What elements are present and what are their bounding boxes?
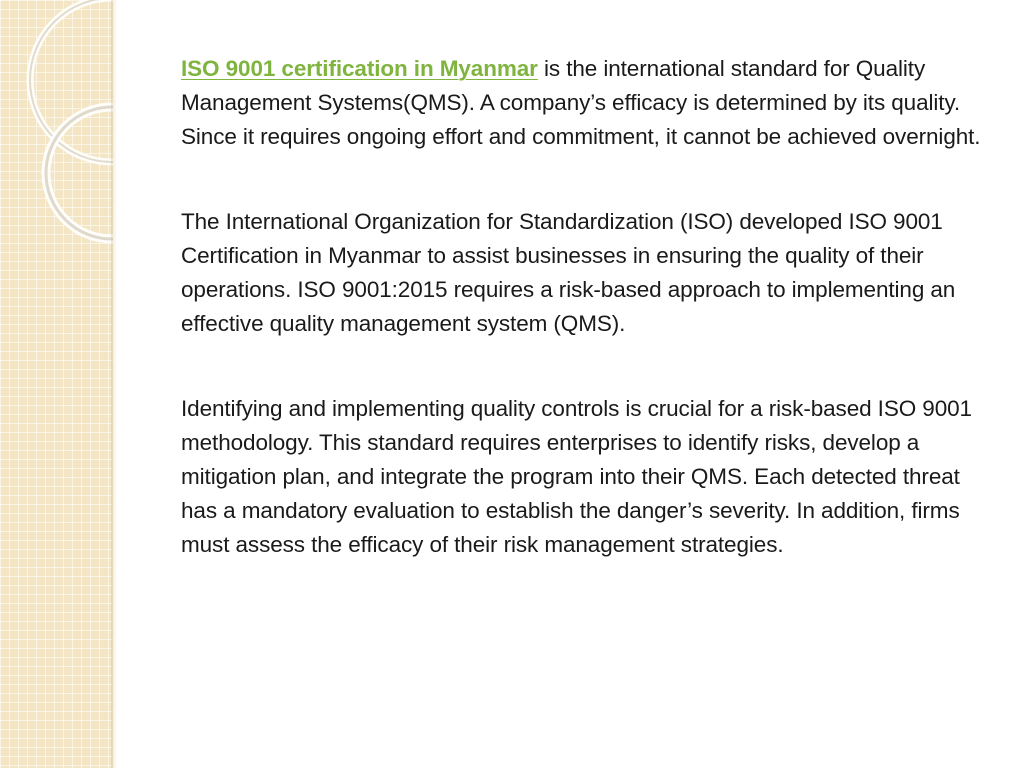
decorative-ring-top-outline bbox=[30, 0, 113, 162]
decorative-ring-bottom-outline bbox=[46, 107, 113, 239]
paragraph-risk-based: Identifying and implementing quality controls is crucial for a risk-based ISO 9001 methodology. This standard requires enterprises to identify risks, develop a mitigation plan, and integrate the program into their QMS. Each detected threat has a mandatory evaluation to establish the danger’s severity. In addition, firms must assess the efficacy of their risk management strategies. bbox=[181, 396, 972, 557]
iso-certification-link[interactable]: ISO 9001 certification in Myanmar bbox=[181, 56, 538, 81]
decorative-sidebar bbox=[0, 0, 113, 768]
sidebar-edge-shadow bbox=[111, 0, 117, 768]
decorative-ring-bottom bbox=[46, 107, 113, 239]
decorative-ring-top bbox=[30, 0, 113, 162]
paragraph-intro bbox=[181, 52, 993, 154]
decorative-rings bbox=[0, 0, 113, 768]
paragraph-intro-text: is the international standard for Quality Management Systems(QMS). A company’s efficacy is determined by its quality. Since it requires ongoing effort and commitment, it cannot be achieved overnight. bbox=[181, 56, 981, 149]
slide-body bbox=[181, 52, 993, 613]
paragraph-iso-development: The International Organization for Standardization (ISO) developed ISO 9001 Certification in Myanmar to assist businesses in ensuring the quality of their operations. ISO 9001:2015 requires a risk-based approach to implementing an effective quality management system (QMS). bbox=[181, 209, 956, 336]
